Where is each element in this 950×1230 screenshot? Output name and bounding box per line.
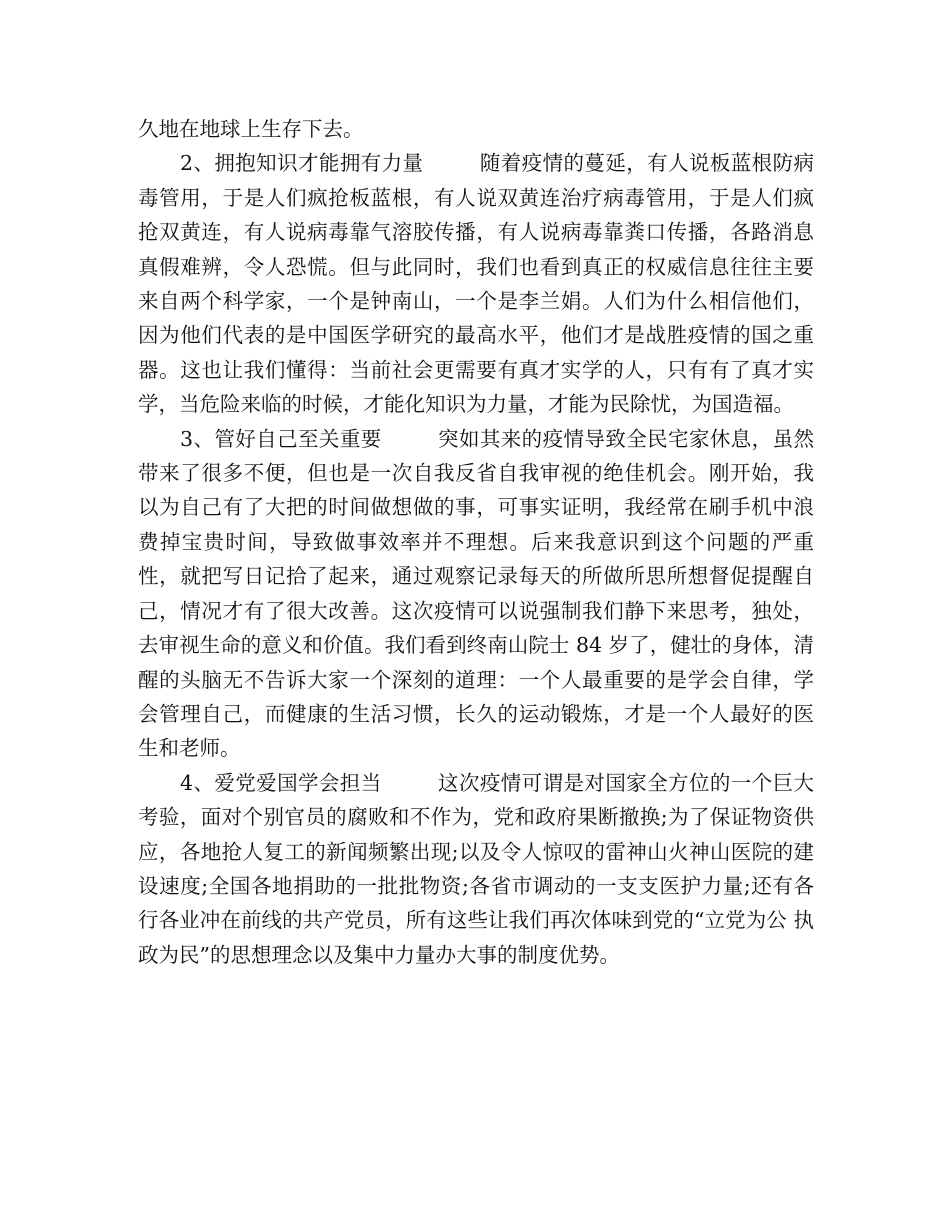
paragraph-3 <box>138 422 814 766</box>
paragraph-4-body: 这次疫情可谓是对国家全方位的一个巨大考验，面对个别官员的腐败和不作为，党和政府果断撤换;为了保证物资供应，各地抢人复工的新闻频繁出现;以及令人惊叹的雷神山火神山医院的建设速度;全国各地捐助的一批批物资;各省市调动的一支支医护力量;还有各行各业冲在前线的共产党员，所有这些让我们再次体味到党的“立党为公 执政为民”的思想理念以及集中力量办大事的制度优势。 <box>138 770 815 967</box>
paragraph-4 <box>138 766 814 972</box>
document-body <box>138 112 814 972</box>
section-heading-4: 4、爱党爱国学会担当 <box>180 770 382 795</box>
section-heading-2: 2、拥抱知识才能拥有力量 <box>180 151 424 176</box>
section-heading-3: 3、管好自己至关重要 <box>180 426 382 451</box>
paragraph-1 <box>138 112 814 146</box>
paragraph-3-body: 突如其来的疫情导致全民宅家休息，虽然带来了很多不便，但也是一次自我反省自我审视的绝佳机会。刚开始，我以为自己有了大把的时间做想做的事，可事实证明，我经常在刷手机中浪费掉宝贵时间，导致做事效率并不理想。后来我意识到这个问题的严重性，就把写日记拾了起来，通过观察记录每天的所做所思所想督促提醒自己，情况才有了很大改善。这次疫情可以说强制我们静下来思考，独处，去审视生命的意义和价值。我们看到终南山院士 84 岁了，健壮的身体，清醒的头脑无不告诉大家一个深刻的道理：一个人最重要的是学会自律，学会管理自己，而健康的生活习惯，长久的运动锻炼，才是一个人最好的医生和老师。 <box>138 426 815 761</box>
paragraph-2 <box>138 146 814 421</box>
paragraph-1-body: 久地在地球上生存下去。 <box>138 117 364 141</box>
paragraph-2-body: 随着疫情的蔓延，有人说板蓝根防病毒管用，于是人们疯抢板蓝根，有人说双黄连治疗病毒管用，于是人们疯抢双黄连，有人说病毒靠气溶胶传播，有人说病毒靠粪口传播，各路消息真假难辨，令人恐慌。但与此同时，我们也看到真正的权威信息往往主要来自两个科学家，一个是钟南山，一个是李兰娟。人们为什么相信他们，因为他们代表的是中国医学研究的最高水平，他们才是战胜疫情的国之重器。这也让我们懂得：当前社会更需要有真才实学的人，只有有了真才实学，当危险来临的时候，才能化知识为力量，才能为民除忧，为国造福。 <box>138 151 814 417</box>
